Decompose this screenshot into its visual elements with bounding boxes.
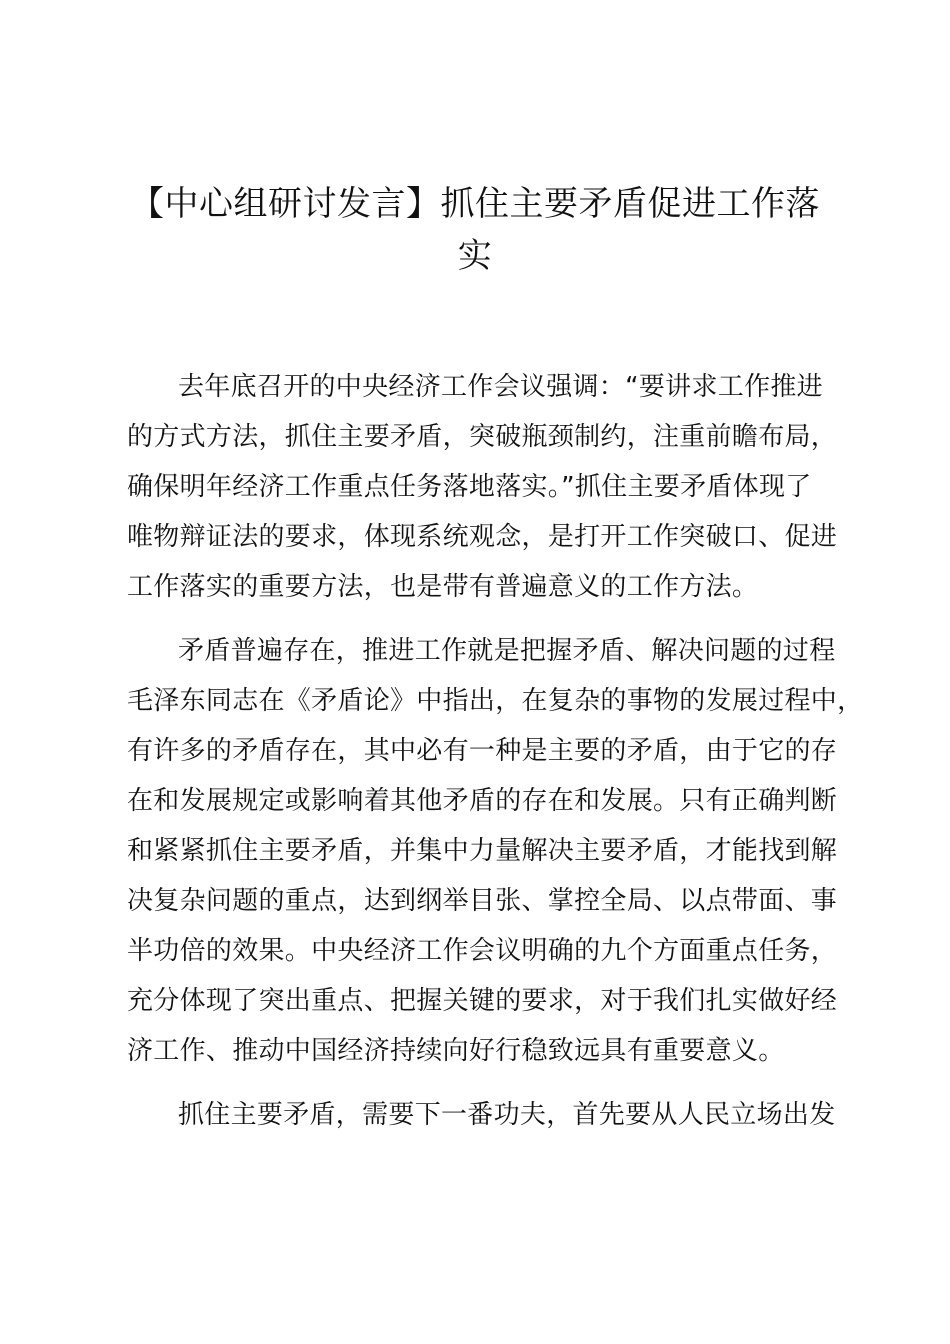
paragraph-1-line-3: 确保明年经济工作重点任务落地落实。”抓住主要矛盾体现了 — [127, 472, 812, 502]
paragraph-2-line-9: 济工作、推动中国经济持续向好行稳致远具有重要意义。 — [127, 1036, 785, 1066]
paragraph-2-line-4: 在和发展规定或影响着其他矛盾的存在和发展。只有正确判断 — [127, 786, 838, 816]
paragraph-2-line-5: 和紧紧抓住主要矛盾，并集中力量解决主要矛盾，才能找到解 — [127, 836, 838, 866]
document-title — [100, 178, 850, 282]
paragraph-2-line-6: 决复杂问题的重点，达到纲举目张、掌控全局、以点带面、事 — [127, 886, 838, 916]
paragraph-2-line-3: 有许多的矛盾存在，其中必有一种是主要的矛盾，由于它的存 — [127, 736, 838, 766]
paragraph-2-line-8: 充分体现了突出重点、把握关键的要求，对于我们扎实做好经 — [127, 986, 838, 1016]
paragraph-1-line-2: 的方式方法，抓住主要矛盾，突破瓶颈制约，注重前瞻布局， — [127, 422, 838, 452]
paragraph-3-line-1: 抓住主要矛盾，需要下一番功夫，首先要从人民立场出发 — [178, 1100, 836, 1130]
paragraph-1-line-1: 去年底召开的中央经济工作会议强调：“要讲求工作推进 — [178, 372, 823, 402]
paragraph-2-line-1: 矛盾普遍存在，推进工作就是把握矛盾、解决问题的过程 — [178, 636, 836, 666]
title-line-2: 实 — [457, 236, 493, 276]
paragraph-2-line-2: 毛泽东同志在《矛盾论》中指出，在复杂的事物的发展过程中， — [127, 686, 864, 716]
paragraph-2-line-7: 半功倍的效果。中央经济工作会议明确的九个方面重点任务， — [127, 936, 838, 966]
title-line-1: 【中心组研讨发言】抓住主要矛盾促进工作落 — [130, 184, 820, 224]
paragraph-1-line-5: 工作落实的重要方法，也是带有普遍意义的工作方法。 — [127, 572, 759, 602]
paragraph-1-line-4: 唯物辩证法的要求，体现系统观念，是打开工作突破口、促进 — [127, 522, 838, 552]
